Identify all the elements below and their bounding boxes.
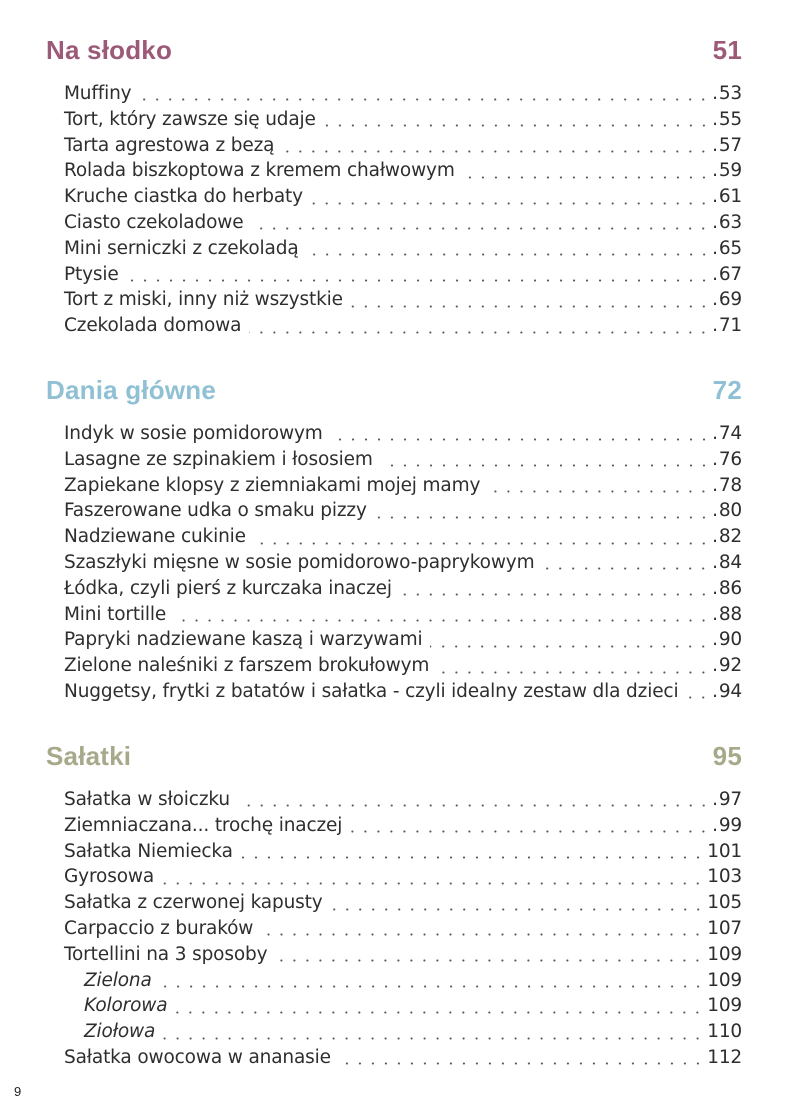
toc-entry[interactable] xyxy=(64,653,742,679)
toc-entry-title: Rolada biszkoptowa z kremem chałwowym xyxy=(64,160,455,182)
toc-entry-page: . 63 xyxy=(712,210,742,236)
toc-entry[interactable] xyxy=(64,890,742,916)
toc-entry-page: . 65 xyxy=(712,236,742,262)
section-salatki xyxy=(46,741,742,1071)
dot-leader xyxy=(162,882,704,885)
section-heading xyxy=(46,741,742,779)
dot-leader xyxy=(381,464,710,467)
dot-leader xyxy=(339,1062,704,1065)
toc-entry[interactable] xyxy=(64,916,742,942)
toc-entry[interactable] xyxy=(64,942,742,968)
dot-leader xyxy=(127,279,711,282)
toc-entry[interactable] xyxy=(64,602,742,628)
toc-entry-title: Tortellini na 3 sposoby xyxy=(64,943,268,965)
toc-entry[interactable] xyxy=(64,236,742,262)
toc-entry-title: Ciasto czekoladowe xyxy=(64,211,244,233)
toc-entry[interactable] xyxy=(64,864,742,890)
toc-list xyxy=(64,81,742,339)
toc-entry-page: . 78 xyxy=(712,473,742,499)
dot-leader xyxy=(307,253,711,256)
section-page-number: 72 xyxy=(712,375,742,405)
toc-entry[interactable] xyxy=(64,210,742,236)
toc-entry[interactable] xyxy=(64,576,742,602)
toc-entry-page: . 88 xyxy=(712,602,742,628)
section-page-number: 51 xyxy=(712,35,742,65)
toc-entry-page: . 92 xyxy=(712,653,742,679)
toc-entry[interactable] xyxy=(64,550,742,576)
toc-entry-title: Łódka, czyli pierś z kurczaka inaczej xyxy=(64,577,392,599)
dot-leader xyxy=(351,305,710,308)
toc-entry[interactable] xyxy=(64,498,742,524)
toc-entry-page: 109 xyxy=(707,943,742,965)
dot-leader xyxy=(331,908,705,911)
toc-entry-page: 110 xyxy=(707,1021,742,1043)
toc-entry[interactable] xyxy=(64,524,742,550)
toc-entry-title: Sałatka owocowa w ananasie xyxy=(64,1046,331,1068)
toc-entry-title: Zielona xyxy=(84,969,152,991)
dot-leader xyxy=(175,1011,704,1014)
toc-entry-page: 101 xyxy=(707,840,742,862)
toc-entry[interactable] xyxy=(64,1045,742,1071)
toc-entry-title: Ziołowa xyxy=(84,1021,156,1043)
toc-entry[interactable] xyxy=(64,447,742,473)
dot-leader xyxy=(241,856,704,859)
toc-entry-title: Indyk w sosie pomidorowym xyxy=(64,423,323,444)
toc-entry-title: Ziemniaczana... trochę inaczej xyxy=(64,814,343,836)
dot-leader xyxy=(686,696,710,699)
toc-entry[interactable] xyxy=(64,287,742,313)
toc-entry[interactable] xyxy=(64,81,742,107)
section-title: Dania główne xyxy=(46,375,216,405)
toc-entry-title: Tort, który zawsze się udaje xyxy=(64,108,316,130)
toc-entry-title: Mini serniczki z czekoladą xyxy=(64,237,299,259)
dot-leader xyxy=(488,490,710,493)
toc-entry-page: . 61 xyxy=(712,184,742,210)
toc-entry-page: 112 xyxy=(707,1046,742,1068)
toc-entry-title: Gyrosowa xyxy=(64,866,155,888)
toc-entry[interactable] xyxy=(64,813,742,839)
toc-entry-title: Carpaccio z buraków xyxy=(64,917,254,939)
toc-entry-title: Zielone naleśniki z farszem brokułowym xyxy=(64,655,430,677)
section-dania-glowne xyxy=(46,375,742,705)
dot-leader xyxy=(238,804,710,807)
dot-leader xyxy=(261,933,704,936)
toc-entry-title: Nuggetsy, frytki z batatów i sałatka - czyli idealny zestaw dla dzieci xyxy=(64,680,679,702)
toc-entry-title: Nadziewane cukinie xyxy=(64,526,246,548)
toc-entry-page: . 74 xyxy=(712,421,742,447)
toc-entry-title: Sałatka Niemiecka xyxy=(64,840,233,862)
dot-leader xyxy=(139,98,710,101)
dot-leader xyxy=(430,645,710,648)
toc-entry[interactable] xyxy=(64,158,742,184)
toc-entry-page: . 86 xyxy=(712,576,742,602)
toc-entry-title: Szaszłyki mięsne w sosie pomidorowo-paprykowym xyxy=(64,551,535,573)
page-number: 9 xyxy=(14,1084,22,1099)
toc-entry-page: 107 xyxy=(707,917,742,939)
section-page-number: 95 xyxy=(712,741,742,771)
toc-entry[interactable] xyxy=(64,787,742,813)
dot-leader xyxy=(174,619,710,622)
toc-entry-page: . 76 xyxy=(712,447,742,473)
toc-entry-page: . 90 xyxy=(712,627,742,653)
section-title: Na słodko xyxy=(46,35,173,65)
dot-leader xyxy=(160,985,705,988)
dot-leader xyxy=(311,202,710,205)
toc-entry[interactable] xyxy=(64,421,742,447)
toc-entry-page: 109 xyxy=(707,969,742,991)
toc-entry-title: Zapiekane klopsy z ziemniakami mojej mamy xyxy=(64,474,481,496)
dot-leader xyxy=(400,593,710,596)
toc-entry-title: Sałatka w słoiczku xyxy=(64,789,230,810)
dot-leader xyxy=(249,331,710,334)
dot-leader xyxy=(463,176,710,179)
toc-list xyxy=(64,787,742,1071)
toc-entry-title: Tort z miski, inny niż wszystkie xyxy=(64,289,343,311)
toc-entry-title: Muffiny xyxy=(64,83,132,104)
dot-leader xyxy=(282,150,710,153)
toc-entry-page: . 82 xyxy=(712,524,742,550)
toc-entry-page: . 59 xyxy=(712,158,742,184)
dot-leader xyxy=(163,1037,704,1040)
toc-entry-page: 103 xyxy=(707,866,742,888)
dot-leader xyxy=(324,124,710,127)
dot-leader xyxy=(275,959,704,962)
dot-leader xyxy=(542,567,710,570)
toc-entry-title: Czekolada domowa xyxy=(64,315,242,337)
toc-entry-page: . 99 xyxy=(712,813,742,839)
toc-subentry[interactable] xyxy=(64,968,742,994)
toc-entry[interactable] xyxy=(64,133,742,159)
toc-entry[interactable] xyxy=(64,184,742,210)
section-title: Sałatki xyxy=(46,741,132,771)
dot-leader xyxy=(437,671,710,674)
toc-entry-title: Kruche ciastka do herbaty xyxy=(64,186,303,208)
toc-entry-title: Kolorowa xyxy=(84,995,168,1017)
toc-entry-page: . 53 xyxy=(712,81,742,107)
toc-subentry[interactable] xyxy=(64,1019,742,1045)
toc-entry[interactable] xyxy=(64,473,742,499)
section-na-slodko xyxy=(46,35,742,339)
toc-list xyxy=(64,421,742,705)
toc-entry-page: . 94 xyxy=(712,679,742,705)
toc-entry-page: . 67 xyxy=(712,262,742,288)
dot-leader xyxy=(251,227,710,230)
toc-entry[interactable] xyxy=(64,107,742,133)
toc-entry[interactable] xyxy=(64,839,742,865)
toc-entry-title: Mini tortille xyxy=(64,603,167,625)
toc-entry-page: 109 xyxy=(707,995,742,1017)
toc-entry-page: . 69 xyxy=(712,287,742,313)
toc-entry-title: Tarta agrestowa z bezą xyxy=(64,134,275,156)
toc-entry-page: . 71 xyxy=(712,313,742,339)
toc-entry-page: . 97 xyxy=(712,787,742,813)
dot-leader xyxy=(375,516,710,519)
toc-entry-title: Lasagne ze szpinakiem i łososiem xyxy=(64,448,373,470)
toc-subentry[interactable] xyxy=(64,993,742,1019)
toc-entry[interactable] xyxy=(64,627,742,653)
toc-entry[interactable] xyxy=(64,679,742,705)
dot-leader xyxy=(254,542,710,545)
section-heading xyxy=(46,375,742,413)
toc-entry-title: Faszerowane udka o smaku pizzy xyxy=(64,500,367,522)
section-heading xyxy=(46,35,742,73)
toc-entry-page: . 55 xyxy=(712,107,742,133)
dot-leader xyxy=(331,438,711,441)
toc-entry-title: Papryki nadziewane kaszą i warzywami xyxy=(64,629,423,651)
toc-entry-page: . 84 xyxy=(712,550,742,576)
toc-entry[interactable] xyxy=(64,313,742,339)
toc-entry-page: . 57 xyxy=(712,133,742,159)
toc-entry-title: Ptysie xyxy=(64,263,119,285)
toc-entry-page: . 80 xyxy=(712,498,742,524)
dot-leader xyxy=(350,830,710,833)
toc-entry-title: Sałatka z czerwonej kapusty xyxy=(64,892,323,914)
toc-entry-page: 105 xyxy=(707,892,742,914)
toc-entry[interactable] xyxy=(64,262,742,288)
